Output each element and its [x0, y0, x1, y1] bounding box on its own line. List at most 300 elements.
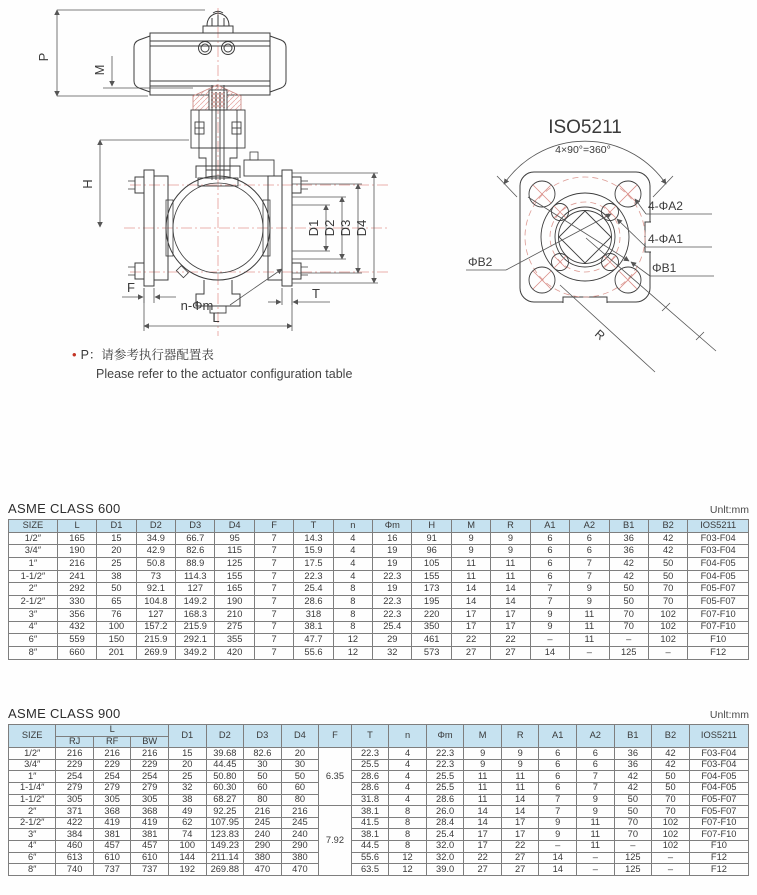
value-cell: 42: [614, 782, 652, 794]
value-cell: 740: [56, 864, 94, 876]
value-cell: 4: [389, 782, 427, 794]
value-cell: 419: [93, 817, 131, 829]
value-cell: 215.9: [176, 621, 215, 634]
value-cell: 60: [244, 782, 282, 794]
value-cell: –: [577, 864, 615, 876]
iso-label-a1: 4-ΦA1: [648, 232, 683, 246]
value-cell: 38: [169, 794, 207, 806]
value-cell: 144: [169, 852, 207, 864]
value-cell: 470: [281, 864, 319, 876]
value-cell: 39.0: [426, 864, 464, 876]
value-cell: 460: [56, 840, 94, 852]
value-cell: 7: [539, 806, 577, 818]
value-cell: F12: [688, 646, 749, 659]
value-cell: 216: [93, 748, 131, 760]
value-cell: 8: [333, 621, 372, 634]
value-cell: F07-F10: [688, 608, 749, 621]
size-cell: 8″: [9, 646, 58, 659]
value-cell: 82.6: [176, 545, 215, 558]
size-cell: 4″: [9, 840, 56, 852]
value-cell: 6: [539, 771, 577, 783]
value-cell: 7: [254, 558, 293, 571]
column-header: B2: [648, 520, 687, 533]
value-cell: 115: [215, 545, 254, 558]
value-cell: 173: [412, 583, 451, 596]
value-cell: 4: [333, 532, 372, 545]
value-cell: 660: [57, 646, 96, 659]
value-cell: 229: [131, 759, 169, 771]
column-header: A1: [530, 520, 569, 533]
column-header: T: [294, 520, 333, 533]
value-cell: 330: [57, 596, 96, 609]
value-cell: 42: [652, 748, 690, 760]
value-cell: 11: [577, 840, 615, 852]
value-cell: 350: [412, 621, 451, 634]
value-cell: 100: [97, 621, 136, 634]
value-cell: 6: [530, 532, 569, 545]
value-cell: 7: [530, 583, 569, 596]
value-cell: 22.3: [426, 748, 464, 760]
value-cell: 9: [501, 759, 539, 771]
table-row: [9, 570, 749, 583]
value-cell: 50: [648, 558, 687, 571]
value-cell: 17: [501, 829, 539, 841]
value-cell: 380: [281, 852, 319, 864]
value-cell: 4: [333, 570, 372, 583]
value-cell: 216: [281, 806, 319, 818]
value-cell: 4: [389, 759, 427, 771]
value-cell: 9: [464, 759, 502, 771]
value-cell: 371: [56, 806, 94, 818]
value-cell: 28.4: [426, 817, 464, 829]
value-cell: 32: [169, 782, 207, 794]
value-cell: 17: [464, 840, 502, 852]
value-cell: 25: [169, 771, 207, 783]
value-cell: 4: [389, 748, 427, 760]
value-cell: F12: [689, 852, 748, 864]
value-cell: 50: [652, 771, 690, 783]
value-cell: F10: [688, 634, 749, 647]
value-cell: 15.9: [294, 545, 333, 558]
value-cell: 25: [97, 558, 136, 571]
column-header: D2: [136, 520, 175, 533]
size-cell: 1/2″: [9, 532, 58, 545]
value-cell: 229: [93, 759, 131, 771]
table-600-title: ASME CLASS 600: [8, 501, 121, 516]
value-cell: 11: [464, 771, 502, 783]
value-cell: 7: [254, 634, 293, 647]
value-cell: 8: [333, 608, 372, 621]
size-cell: 6″: [9, 852, 56, 864]
value-cell: F03-F04: [689, 748, 748, 760]
value-cell: 80: [244, 794, 282, 806]
value-cell: 82.6: [244, 748, 282, 760]
table-900-body: [9, 725, 749, 876]
value-cell: 9: [491, 545, 530, 558]
value-cell: 17: [451, 608, 490, 621]
value-cell: 125: [215, 558, 254, 571]
table-900-title: ASME CLASS 900: [8, 706, 121, 721]
value-cell: 22.3: [426, 759, 464, 771]
value-cell: 7: [577, 782, 615, 794]
size-cell: 2″: [9, 806, 56, 818]
column-header: Φm: [373, 520, 412, 533]
column-header: F: [319, 725, 352, 748]
value-cell: –: [652, 864, 690, 876]
value-cell: 292: [57, 583, 96, 596]
value-cell: 42: [648, 532, 687, 545]
value-cell: 254: [56, 771, 94, 783]
value-cell: 279: [131, 782, 169, 794]
value-cell: 68.27: [206, 794, 244, 806]
value-cell: 19: [373, 583, 412, 596]
value-cell: 610: [93, 852, 131, 864]
value-cell: 32: [373, 646, 412, 659]
value-cell: 8: [389, 829, 427, 841]
value-cell: 356: [57, 608, 96, 621]
value-cell: 6: [530, 558, 569, 571]
value-cell: F05-F07: [689, 806, 748, 818]
value-cell: 16: [373, 532, 412, 545]
value-cell: 50: [652, 782, 690, 794]
value-cell: 14.3: [294, 532, 333, 545]
f-merged-cell: 6.35: [319, 748, 352, 806]
value-cell: 88.9: [176, 558, 215, 571]
value-cell: 102: [652, 829, 690, 841]
value-cell: 125: [609, 646, 648, 659]
value-cell: 355: [215, 634, 254, 647]
value-cell: 279: [56, 782, 94, 794]
value-cell: 32.0: [426, 840, 464, 852]
value-cell: 9: [570, 583, 609, 596]
value-cell: 50: [648, 570, 687, 583]
value-cell: 7: [254, 532, 293, 545]
value-cell: 42: [652, 759, 690, 771]
value-cell: 290: [244, 840, 282, 852]
value-cell: 368: [93, 806, 131, 818]
value-cell: 192: [169, 864, 207, 876]
value-cell: 12: [333, 634, 372, 647]
value-cell: 22.3: [373, 570, 412, 583]
table-row: [9, 771, 749, 783]
value-cell: 457: [93, 840, 131, 852]
value-cell: 240: [281, 829, 319, 841]
value-cell: 38.1: [294, 621, 333, 634]
value-cell: 11: [491, 570, 530, 583]
f-merged-cell: 7.92: [319, 806, 352, 876]
column-header: B2: [652, 725, 690, 748]
value-cell: 7: [570, 558, 609, 571]
value-cell: 12: [389, 864, 427, 876]
value-cell: 25.4: [426, 829, 464, 841]
value-cell: F04-F05: [689, 771, 748, 783]
value-cell: 240: [244, 829, 282, 841]
value-cell: 470: [244, 864, 282, 876]
value-cell: 55.6: [294, 646, 333, 659]
value-cell: 41.5: [351, 817, 389, 829]
value-cell: 6: [530, 545, 569, 558]
value-cell: 211.14: [206, 852, 244, 864]
value-cell: –: [609, 634, 648, 647]
value-cell: 6: [577, 759, 615, 771]
value-cell: 14: [491, 596, 530, 609]
value-cell: 70: [609, 621, 648, 634]
value-cell: 12: [389, 852, 427, 864]
value-cell: 9: [539, 829, 577, 841]
value-cell: 9: [539, 817, 577, 829]
value-cell: 4: [333, 545, 372, 558]
value-cell: 50.8: [136, 558, 175, 571]
value-cell: 190: [57, 545, 96, 558]
value-cell: 305: [93, 794, 131, 806]
value-cell: 25.4: [294, 583, 333, 596]
dim-label-p: P: [36, 52, 51, 62]
iso5211-title: ISO5211: [548, 117, 622, 138]
value-cell: F07-F10: [689, 817, 748, 829]
value-cell: 11: [570, 621, 609, 634]
value-cell: 7: [254, 570, 293, 583]
value-cell: 6: [570, 545, 609, 558]
value-cell: 269.9: [136, 646, 175, 659]
dim-label-m: M: [92, 64, 107, 76]
table-row: [9, 794, 749, 806]
value-cell: 29: [373, 634, 412, 647]
dim-label-d4: D4: [354, 219, 369, 237]
size-cell: 3/4″: [9, 545, 58, 558]
table-row: [9, 634, 749, 647]
header-row: [9, 725, 749, 737]
value-cell: 76: [97, 608, 136, 621]
value-cell: 50.80: [206, 771, 244, 783]
value-cell: 432: [57, 621, 96, 634]
value-cell: 38.1: [351, 806, 389, 818]
value-cell: 27: [501, 864, 539, 876]
value-cell: 165: [57, 532, 96, 545]
value-cell: 7: [539, 794, 577, 806]
header-row: [9, 520, 749, 533]
value-cell: 210: [215, 608, 254, 621]
value-cell: –: [570, 646, 609, 659]
value-cell: 7: [570, 570, 609, 583]
value-cell: 14: [501, 806, 539, 818]
value-cell: 28.6: [294, 596, 333, 609]
value-cell: 14: [451, 583, 490, 596]
value-cell: 107.95: [206, 817, 244, 829]
iso5211-diagram: [466, 117, 716, 372]
value-cell: 11: [577, 817, 615, 829]
value-cell: 7: [254, 646, 293, 659]
table-row: [9, 583, 749, 596]
value-cell: 44.45: [206, 759, 244, 771]
column-header: D1: [169, 725, 207, 748]
size-cell: 6″: [9, 634, 58, 647]
value-cell: 7: [254, 621, 293, 634]
value-cell: 349.2: [176, 646, 215, 659]
value-cell: 422: [56, 817, 94, 829]
valve-technical-drawing: [0, 0, 757, 392]
value-cell: 11: [570, 608, 609, 621]
value-cell: 44.5: [351, 840, 389, 852]
value-cell: 11: [501, 782, 539, 794]
value-cell: 11: [570, 634, 609, 647]
value-cell: 241: [57, 570, 96, 583]
value-cell: 7: [254, 596, 293, 609]
value-cell: 9: [501, 748, 539, 760]
table-600-body: [9, 520, 749, 660]
value-cell: 11: [464, 782, 502, 794]
value-cell: 7: [254, 608, 293, 621]
table-row: [9, 596, 749, 609]
value-cell: 292.1: [176, 634, 215, 647]
value-cell: F07-F10: [688, 621, 749, 634]
value-cell: 19: [373, 558, 412, 571]
value-cell: 22.3: [294, 570, 333, 583]
value-cell: 102: [648, 621, 687, 634]
value-cell: 7: [254, 545, 293, 558]
value-cell: 305: [131, 794, 169, 806]
value-cell: 47.7: [294, 634, 333, 647]
size-cell: 1-1/2″: [9, 794, 56, 806]
table-row: [9, 748, 749, 760]
value-cell: 254: [131, 771, 169, 783]
value-cell: F03-F04: [689, 759, 748, 771]
value-cell: 6: [539, 748, 577, 760]
value-cell: 9: [530, 621, 569, 634]
value-cell: 419: [131, 817, 169, 829]
size-cell: 4″: [9, 621, 58, 634]
value-cell: 20: [97, 545, 136, 558]
value-cell: F05-F07: [688, 596, 749, 609]
column-header: R: [501, 725, 539, 748]
value-cell: 27: [491, 646, 530, 659]
value-cell: 42: [609, 570, 648, 583]
table-row: [9, 817, 749, 829]
value-cell: 318: [294, 608, 333, 621]
value-cell: 9: [491, 532, 530, 545]
value-cell: 31.8: [351, 794, 389, 806]
value-cell: 95: [215, 532, 254, 545]
value-cell: 14: [464, 817, 502, 829]
value-cell: 50: [614, 806, 652, 818]
value-cell: 102: [652, 840, 690, 852]
dimension-lines: [57, 10, 378, 331]
value-cell: 269.88: [206, 864, 244, 876]
value-cell: 34.9: [136, 532, 175, 545]
value-cell: 9: [570, 596, 609, 609]
value-cell: 125: [614, 864, 652, 876]
table-600: [8, 519, 749, 660]
value-cell: 290: [281, 840, 319, 852]
table-row: [9, 829, 749, 841]
value-cell: 9: [451, 545, 490, 558]
value-cell: 125: [614, 852, 652, 864]
value-cell: 15: [97, 532, 136, 545]
value-cell: 22: [451, 634, 490, 647]
value-cell: 220: [412, 608, 451, 621]
value-cell: 42: [614, 771, 652, 783]
value-cell: 420: [215, 646, 254, 659]
value-cell: 9: [530, 608, 569, 621]
value-cell: 190: [215, 596, 254, 609]
table-row: [9, 558, 749, 571]
value-cell: –: [652, 852, 690, 864]
value-cell: 28.6: [426, 794, 464, 806]
dim-label-d3: D3: [338, 219, 353, 237]
value-cell: 381: [131, 829, 169, 841]
value-cell: 14: [530, 646, 569, 659]
value-cell: 27: [451, 646, 490, 659]
value-cell: 254: [93, 771, 131, 783]
value-cell: 22.3: [373, 596, 412, 609]
value-cell: 60.30: [206, 782, 244, 794]
value-cell: 49: [169, 806, 207, 818]
column-header: M: [451, 520, 490, 533]
dim-label-d2: D2: [322, 219, 337, 237]
iso-label-b2: ΦB2: [468, 255, 493, 269]
value-cell: 28.6: [351, 771, 389, 783]
value-cell: 91: [412, 532, 451, 545]
column-header: D1: [97, 520, 136, 533]
value-cell: 9: [464, 748, 502, 760]
table-row: [9, 806, 749, 818]
dim-label-h: H: [80, 179, 95, 189]
value-cell: 245: [281, 817, 319, 829]
value-cell: 6: [530, 570, 569, 583]
value-cell: 11: [491, 558, 530, 571]
value-cell: 201: [97, 646, 136, 659]
table-600-unit: Unlt:mm: [709, 504, 749, 516]
value-cell: F03-F04: [688, 532, 749, 545]
value-cell: 457: [131, 840, 169, 852]
value-cell: 114.3: [176, 570, 215, 583]
column-header: n: [389, 725, 427, 748]
value-cell: 8: [333, 596, 372, 609]
column-header: D2: [206, 725, 244, 748]
size-cell: 2″: [9, 583, 58, 596]
dim-label-d1: D1: [306, 219, 321, 237]
table-row: [9, 864, 749, 876]
value-cell: 14: [501, 794, 539, 806]
value-cell: 384: [56, 829, 94, 841]
value-cell: 19: [373, 545, 412, 558]
value-cell: 17: [464, 829, 502, 841]
value-cell: 42: [648, 545, 687, 558]
column-header: A2: [577, 725, 615, 748]
value-cell: 215.9: [136, 634, 175, 647]
value-cell: 96: [412, 545, 451, 558]
value-cell: 27: [501, 852, 539, 864]
value-cell: 12: [333, 646, 372, 659]
iso-label-r: R: [592, 326, 608, 343]
value-cell: 11: [451, 570, 490, 583]
value-cell: 17: [491, 621, 530, 634]
value-cell: 17: [501, 817, 539, 829]
value-cell: F04-F05: [688, 558, 749, 571]
value-cell: 55.6: [351, 852, 389, 864]
value-cell: 42.9: [136, 545, 175, 558]
value-cell: 22: [501, 840, 539, 852]
column-header: L: [56, 725, 169, 737]
value-cell: 573: [412, 646, 451, 659]
value-cell: 36: [614, 759, 652, 771]
value-cell: 70: [652, 806, 690, 818]
value-cell: 38.1: [351, 829, 389, 841]
size-cell: 2-1/2″: [9, 817, 56, 829]
column-header: IOS5211: [688, 520, 749, 533]
value-cell: –: [539, 840, 577, 852]
value-cell: 8: [389, 817, 427, 829]
actuator-note: [72, 346, 352, 383]
